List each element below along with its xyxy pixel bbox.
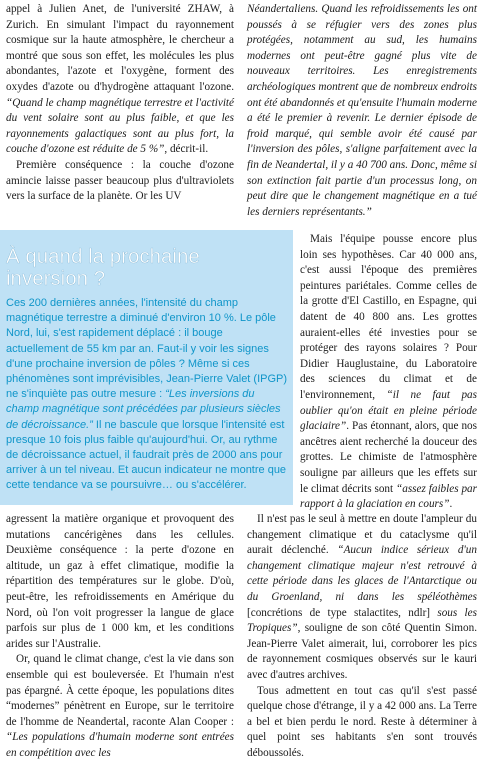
column-top-left — [6, 2, 234, 205]
quote: Néandertaliens. Quand les refroidissements les ont poussés à se réfugier vers des zones plus protégées, notamment au sud, les humains modernes ont peut-être gagné plus vite de nouveaux territoires. Les enregistrements archéologiques montrent que de nombreux endroits ont été abandonnés et qu'ensuite l'humain moderne a été le premier à revenir. Le dernier épisode de froid marqué, qui semble avoir été causé par l'inversion des pôles, s'aligne parfaitement avec la fin de Neandertal, il y a 40 700 ans. Donc, même si son extinction fait partie d'un processus long, on peut dire que le changement magnétique en a tué les derniers représentants.” — [247, 3, 477, 218]
quote: “assez faibles par rapport à la glaciation en cours” — [300, 482, 477, 511]
paragraph — [247, 2, 477, 220]
quote: “Quand le champ magnétique terrestre et l'activité du vent solaire sont au plus faible, et que les rayonnements galactiques sont au plus fort, la couche d'ozone est réduite de 5 %” — [6, 96, 234, 156]
column-bottom-left — [6, 512, 234, 762]
quote: “Les inversions du champ magnétique sont précédées par plusieurs siècles de décroissance.” — [6, 388, 281, 431]
box-text: Ces 200 dernières années, l'intensité du champ magnétique terrestre a diminué d'environ 10 %. Le pôle Nord, lui, s'est rapidement déplacé : il bouge actuellement de 55 km par an. Faut-il y voir les signes d'une prochaine inversion de pôles ? Même si ces phénomènes sont imprévisibles, Jean-Pierre Valet (IPGP) ne s'inquiète pas outre mesure : “Les inversions du champ magnétique sont précédées par plusieurs siècles de décroissance.” Il ne bascule que lorsque l'intensité est presque 10 fois plus faible qu'aujourd'hui. Or, au rythme de décroissance actuel, il faudrait près de 2000 ans pour arriver à un tel niveau. Et aucun indicateur ne montre que cette tendance va se poursuivre… ou s'accélérer. — [6, 297, 288, 492]
paragraph: Mais l'équipe pousse encore plus loin ses hypothèses. Car 40 000 ans, c'est aussi l'époque des premières peintures pariétales. Comme celles de la grotte d'El Castillo, en Espagne, qui datent de 40 800 ans. Les grottes auraient-elles été investies pour se protéger des rayons solaires ? Pour Didier Hauglustaine, du Laboratoire des sciences du climat et de l'environnement, “il ne faut pas oublier qu'on était en pleine période glaciaire”. Pas étonnant, alors, que nos ancêtres aient recherché la douceur des grottes. Le chimiste de l'atmosphère souligne par ailleurs que les effets sur le climat décrits sont “assez faibles par rapport à la glaciation en cours”. — [300, 233, 477, 511]
column-top-right — [247, 2, 477, 220]
quote: “Aucun indice sérieux d'un changement climatique majeur n'est retrouvé à cette période dans les glaces de l'Antarctique ou du Groenland, ni dans les spéléothèmes — [247, 544, 477, 603]
paragraph: Tous admettent en tout cas qu'il s'est passé quelque chose d'étrange, il y a 42 000 ans. La Terre a bel et bien perdu le nord. Reste à déterminer à quel point ses habitants s'en sont trouvés déboussolés. — [247, 684, 477, 759]
box-title: À quand la prochaine inversion ? — [6, 245, 200, 290]
paragraph: Or, quand le climat change, c'est la vie dans son ensemble qui est bouleversée. Et l'humain n'est pas épargné. À cette époque, les populations dites “modernes” pénètrent en Europe, sur le territoire de l'homme de Neandertal, raconte Alan Cooper : “Les populations d'humain moderne sont entrées en compétition avec les — [6, 653, 234, 759]
quote: “il ne faut pas oublier qu'on était en pleine période glaciaire” — [300, 388, 477, 433]
column-bottom-right — [247, 512, 477, 762]
quote: sous les Tropiques” — [247, 606, 477, 635]
column-right-middle — [300, 232, 477, 513]
paragraph: Il n'est pas le seul à mettre en doute l'ampleur du changement climatique et du cataclysme qu'il aurait déclenché. “Aucun indice sérieux d'un changement climatique majeur n'est retrouvé à cette période dans les glaces de l'Antarctique ou du Groenland, ni dans les spéléothèmes [concrétions de type stalactites, ndlr] sous les Tropiques”, souligne de son côté Quentin Simon. Jean-Pierre Valet aimerait, lui, corroborer les pics de rayonnement cosmiques observés sur le kauri avec d'autres archives. — [247, 513, 477, 681]
paragraph: appel à Julien Anet, de l'université ZHAW, à Zurich. En simulant l'impact du rayonnement cosmique sur la haute atmosphère, le chercheur a montré que sous son effet, les molécules les plus abondantes, l'azote et l'oxygène, forment des oxydes d'azote ou d'hydrogène attaquant l'ozone. “Quand le champ magnétique terrestre et l'activité du vent solaire sont au plus faible, et que les rayonnements galactiques sont au plus fort, la couche d'ozone est réduite de 5 %”, décrit-il. — [6, 3, 234, 156]
paragraph: agressent la matière organique et provoquent des mutations cancérigènes dans les cellules. Deuxième conséquence : la perte d'ozone en altitude, un gaz à effet climatique, modifie la répartition des températures sur le globe. D'où, peut-être, les refroidissements en Amérique du Nord, où l'on voit progresser la langue de glace parfois sur plus de 1 000 km, et les conditions arides sur l'Australie. — [6, 513, 234, 650]
paragraph: Première conséquence : la couche d'ozone amincie laisse passer beaucoup plus d'ultraviolets vers la surface de la planète. Or les UV — [6, 158, 234, 203]
quote: “Les populations d'humain moderne sont entrées en compétition avec les — [6, 731, 234, 759]
